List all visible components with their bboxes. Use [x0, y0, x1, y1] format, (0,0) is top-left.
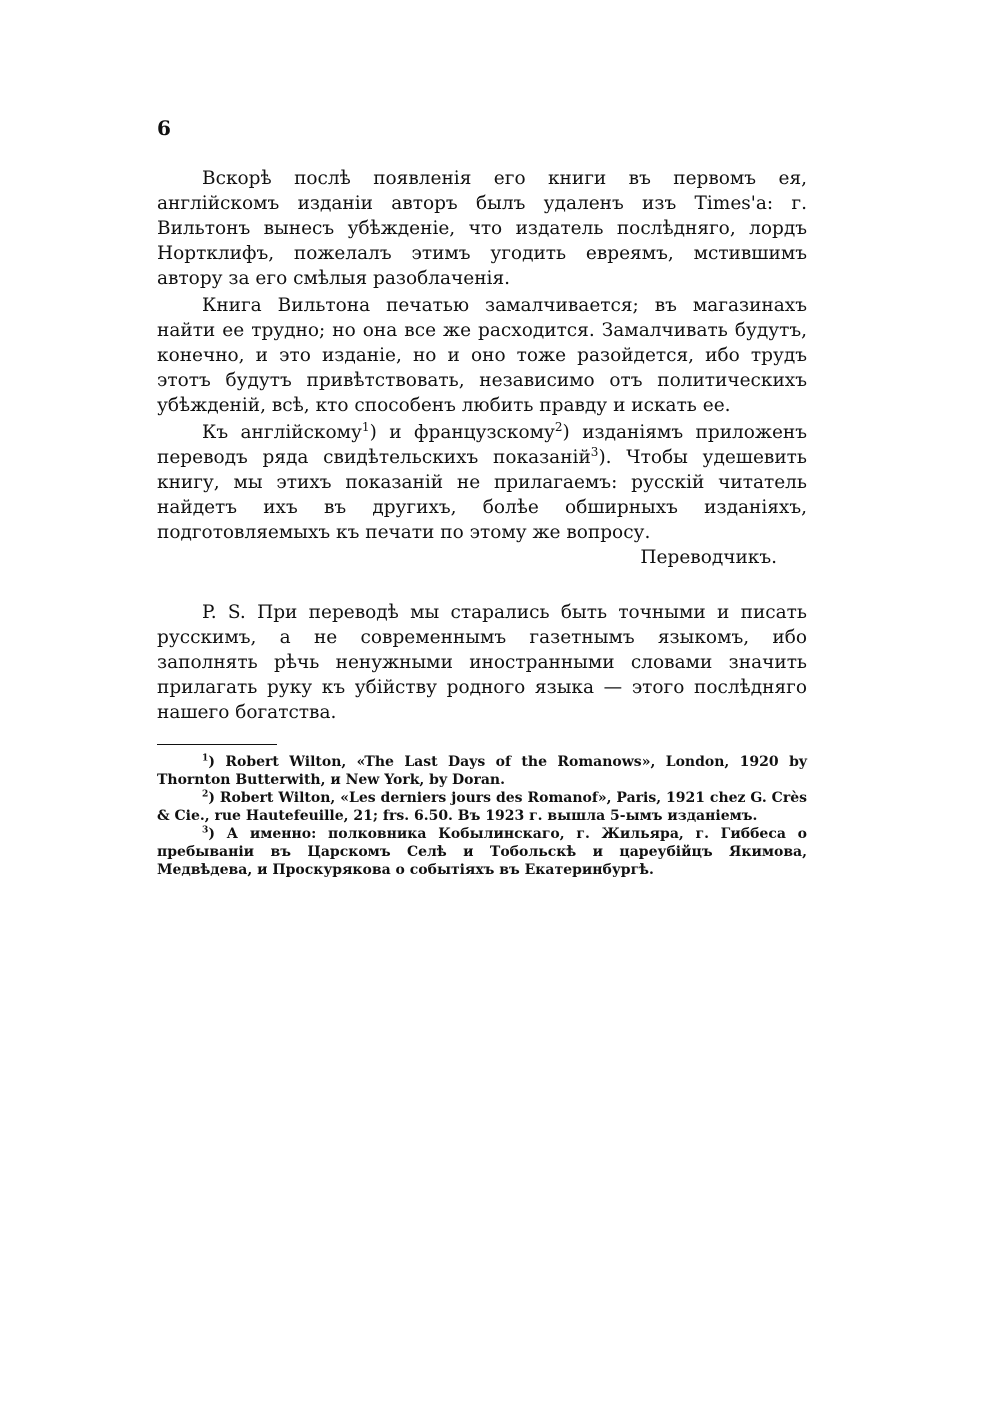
footnote-ref-2: 2 [554, 419, 563, 434]
body-text [157, 166, 807, 879]
footnote-1-mark: 1 [202, 751, 209, 763]
footnote-2-text: ) Robert Wilton, «Les derniers jours des Romanof», Paris, 1921 chez G. Crès & Cie., rue Hautefeuille, 21; frs. 6.50. Въ 1923 г. вышла 5-ымъ изданіемъ. [157, 789, 807, 824]
footnote-3 [157, 825, 807, 879]
footnote-ref-3: 3 [590, 444, 599, 459]
footnote-2-mark: 2 [202, 787, 209, 799]
footnote-1-text: ) Robert Wilton, «The Last Days of the Romanows», London, 1920 by Thornton Butterwith, и New York, by Doran. [157, 753, 807, 788]
paragraph-3-part-c: ) изданіямъ приложенъ переводъ ряда свидѣтельскихъ показаній [157, 422, 808, 468]
footnote-3-text: ) А именно: полковника Кобылинскаго, г. Жильяра, г. Гиббеса о пребываніи въ Царскомъ Селѣ и Тобольскѣ и цареубійцъ Якимова, Медвѣдева, и Проскурякова о событіяхъ въ Екатеринбургѣ. [157, 825, 807, 878]
paragraph-3-part-d: ). Чтобы удешевить книгу, мы этихъ показаній не прилагаемъ: русскій читатель найдетъ ихъ въ другихъ, болѣе обширныхъ изданіяхъ, подготовляемыхъ къ печати по этому же вопросу. [157, 447, 807, 543]
footnote-ref-1: 1 [361, 419, 370, 434]
footnotes [157, 753, 807, 879]
paragraph-3-part-a: Къ англійскому [202, 422, 362, 443]
page-number: 6 [157, 116, 171, 140]
paragraph-3 [157, 420, 807, 545]
paragraph-2: Книга Вильтона печатью замалчивается; въ магазинахъ найти ее трудно; но она все же расходится. Замалчивать будутъ, конечно, и это изданіе, но и оно тоже разойдется, ибо трудъ этотъ будутъ привѣтствовать, независимо отъ политическихъ убѣжденій, всѣ, кто способенъ любить правду и искать ее. [157, 295, 807, 416]
footnote-2 [157, 789, 807, 825]
translator-signature: Переводчикъ. [640, 547, 777, 568]
paragraph-3-part-b: ) и французскому [369, 422, 555, 443]
paragraph-1: Вскорѣ послѣ появленія его книги въ первомъ ея, англійскомъ изданіи авторъ былъ удаленъ изъ Times'а: г. Вильтонъ вынесъ убѣжденіе, что издатель послѣдняго, лордъ Нортклифъ, пожелалъ этимъ угодить евреямъ, мстившимъ автору за его смѣлыя разоблаченія. [157, 168, 807, 289]
postscript: P. S. При переводѣ мы старались быть точными и писать русскимъ, а не современнымъ газетнымъ языкомъ, ибо заполнять рѣчь ненужными иностранными словами значить прилагать руку къ убійству родного языка — этого послѣдняго нашего богатства. [157, 602, 807, 723]
footnote-divider [157, 744, 277, 745]
footnote-3-mark: 3 [202, 823, 209, 835]
footnote-1 [157, 753, 807, 789]
